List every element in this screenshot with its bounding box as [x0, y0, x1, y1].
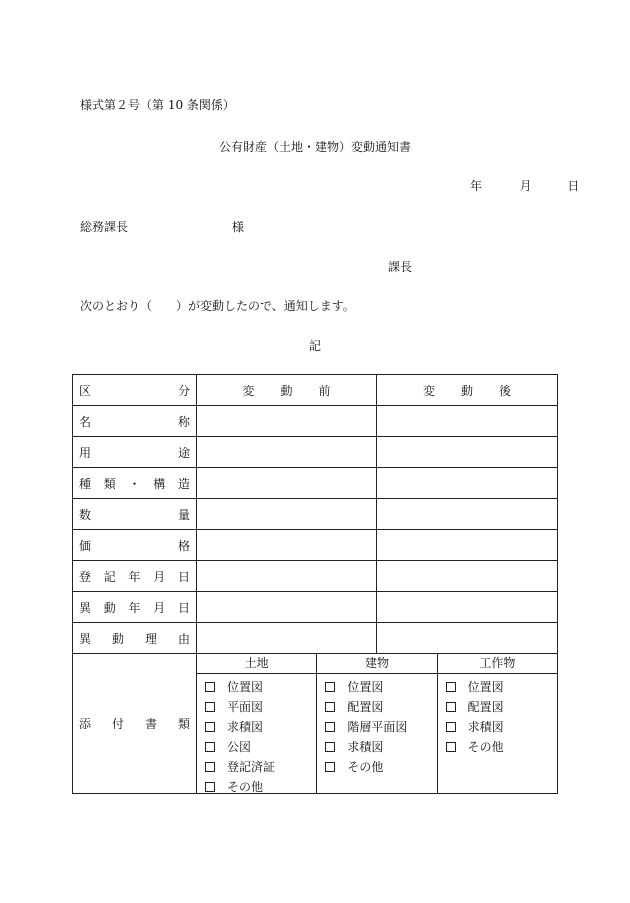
row-label-char: 種 — [79, 476, 92, 491]
before-value-cell[interactable] — [197, 530, 377, 561]
attachments-label-char: 添 — [79, 717, 92, 731]
attachment-item-label: 位置図 — [467, 680, 504, 694]
attachment-item — [205, 697, 316, 717]
row-label-char: 価 — [79, 538, 92, 553]
checkbox-icon[interactable] — [446, 702, 456, 712]
form-number: 様式第２号（第 10 条関係） — [80, 98, 235, 112]
header-char: 変 — [423, 383, 436, 398]
row-label — [73, 561, 197, 592]
attachment-item-label: 位置図 — [227, 680, 264, 694]
header-kubun — [73, 375, 197, 406]
checkbox-icon[interactable] — [205, 762, 215, 772]
attachment-item-label: 平面図 — [227, 700, 264, 714]
attachment-category-heading: 土地 — [197, 654, 316, 674]
addressee-position: 総務課長 — [80, 220, 129, 234]
row-label-char: 登 — [79, 569, 92, 584]
before-value-cell[interactable] — [197, 623, 377, 654]
table-row — [73, 499, 558, 530]
row-label — [73, 468, 197, 499]
attachments-grid — [197, 654, 557, 793]
checkbox-icon[interactable] — [205, 742, 215, 752]
attachment-item-label: 公図 — [227, 740, 252, 754]
row-label — [73, 437, 197, 468]
row-label-char: 理 — [144, 631, 157, 646]
row-label-char: 動 — [103, 600, 116, 615]
checkbox-icon[interactable] — [325, 722, 335, 732]
row-label-char: 称 — [177, 414, 190, 429]
table-row — [73, 406, 558, 437]
checkbox-icon[interactable] — [205, 782, 215, 792]
row-label-char: 日 — [177, 600, 190, 615]
attachments-label-char: 書 — [144, 717, 157, 731]
attachment-category-column — [316, 654, 436, 793]
checkbox-icon[interactable] — [205, 702, 215, 712]
after-value-cell[interactable] — [377, 437, 558, 468]
checkbox-icon[interactable] — [205, 722, 215, 732]
attachments-label-char: 類 — [177, 717, 190, 731]
row-label-char: 数 — [79, 507, 92, 522]
table-row — [73, 468, 558, 499]
attachment-category-column — [197, 654, 316, 793]
change-table — [72, 374, 558, 794]
header-after — [377, 375, 558, 406]
checkbox-icon[interactable] — [325, 682, 335, 692]
attachment-item — [325, 717, 436, 737]
attachments-cell — [197, 654, 558, 794]
attachment-item-label: 配置図 — [347, 700, 384, 714]
row-label-char: 構 — [153, 476, 166, 491]
attachment-item-label: その他 — [347, 760, 384, 774]
attachment-item — [325, 697, 436, 717]
table-row — [73, 592, 558, 623]
row-label — [73, 499, 197, 530]
addressee-honorific: 様 — [232, 220, 245, 234]
row-label — [73, 530, 197, 561]
row-label-char: 月 — [153, 600, 166, 615]
after-value-cell[interactable] — [377, 530, 558, 561]
row-label-char: 途 — [177, 445, 190, 460]
row-label-char: 日 — [177, 569, 190, 584]
attachment-item-label: 登記済証 — [227, 760, 276, 774]
attachment-item — [325, 757, 436, 777]
attachment-item-label: 配置図 — [467, 700, 504, 714]
row-label-char: 類 — [103, 476, 116, 491]
attachment-item-label: 位置図 — [347, 680, 384, 694]
header-before — [197, 375, 377, 406]
ki-heading: 記 — [308, 339, 321, 353]
row-label-char: 年 — [128, 569, 141, 584]
date-year-label: 年 — [470, 179, 483, 193]
after-value-cell[interactable] — [377, 468, 558, 499]
row-label-char: 格 — [177, 538, 190, 553]
attachment-item-label: その他 — [227, 780, 264, 794]
before-value-cell[interactable] — [197, 499, 377, 530]
attachment-list — [317, 674, 436, 777]
row-label-char: 動 — [111, 631, 124, 646]
checkbox-icon[interactable] — [325, 742, 335, 752]
addressee — [80, 218, 244, 235]
attachment-item-label: 求積図 — [467, 720, 504, 734]
header-char: 動 — [460, 383, 473, 398]
after-value-cell[interactable] — [377, 406, 558, 437]
attachment-category-heading: 建物 — [317, 654, 436, 674]
before-value-cell[interactable] — [197, 468, 377, 499]
attachment-list — [438, 674, 557, 757]
checkbox-icon[interactable] — [205, 682, 215, 692]
table-row — [73, 530, 558, 561]
attachments-label — [73, 654, 197, 794]
row-label-char: 用 — [79, 445, 92, 460]
table-header-row — [73, 375, 558, 406]
attachment-item — [446, 697, 557, 717]
date-line — [470, 177, 579, 194]
attachment-item — [205, 777, 316, 797]
after-value-cell[interactable] — [377, 592, 558, 623]
row-label-char: 記 — [103, 569, 116, 584]
attachment-item — [446, 737, 557, 757]
attachment-item — [446, 717, 557, 737]
table-row — [73, 623, 558, 654]
attachment-item — [205, 717, 316, 737]
sender: 課長 — [388, 260, 413, 274]
row-label-char: 由 — [177, 631, 190, 646]
row-label — [73, 623, 197, 654]
header-char: 動 — [280, 383, 293, 398]
document-title: 公有財産（土地・建物）変動通知書 — [218, 140, 411, 154]
checkbox-icon[interactable] — [446, 722, 456, 732]
row-label-char: 月 — [153, 569, 166, 584]
attachment-item-label: 階層平面図 — [347, 720, 408, 734]
attachment-item-label: 求積図 — [347, 740, 384, 754]
table-row — [73, 561, 558, 592]
row-label-char: 量 — [177, 507, 190, 522]
date-day-label: 日 — [567, 179, 580, 193]
attachment-item — [205, 677, 316, 697]
checkbox-icon[interactable] — [325, 762, 335, 772]
row-label-char: 名 — [79, 414, 92, 429]
change-table-body — [73, 375, 558, 794]
attachment-list — [197, 674, 316, 797]
notice-text: 次のとおり（ ）が変動したので、通知します。 — [80, 299, 355, 313]
header-char: 区 — [79, 383, 92, 398]
attachment-item — [446, 677, 557, 697]
attachment-item — [205, 757, 316, 777]
before-value-cell[interactable] — [197, 592, 377, 623]
attachments-label-char: 付 — [111, 717, 124, 731]
row-label-char: ・ — [128, 476, 141, 491]
checkbox-icon[interactable] — [446, 742, 456, 752]
attachment-item-label: 求積図 — [227, 720, 264, 734]
attachment-item-label: その他 — [467, 740, 504, 754]
row-label — [73, 406, 197, 437]
header-char: 変 — [242, 383, 255, 398]
row-label — [73, 592, 197, 623]
before-value-cell[interactable] — [197, 437, 377, 468]
after-value-cell[interactable] — [377, 561, 558, 592]
header-char: 分 — [177, 383, 190, 398]
row-label-char: 異 — [79, 631, 92, 646]
attachment-category-heading: 工作物 — [438, 654, 557, 674]
checkbox-icon[interactable] — [325, 702, 335, 712]
header-char: 後 — [498, 383, 511, 398]
after-value-cell[interactable] — [377, 623, 558, 654]
row-label-char: 造 — [177, 476, 190, 491]
attachment-item — [325, 677, 436, 697]
attachment-item — [325, 737, 436, 757]
table-row — [73, 437, 558, 468]
date-month-label: 月 — [519, 179, 532, 193]
attachments-row — [73, 654, 558, 794]
attachment-item — [205, 737, 316, 757]
before-value-cell[interactable] — [197, 561, 377, 592]
after-value-cell[interactable] — [377, 499, 558, 530]
before-value-cell[interactable] — [197, 406, 377, 437]
header-char: 前 — [318, 383, 331, 398]
row-label-char: 異 — [79, 600, 92, 615]
row-label-char: 年 — [128, 600, 141, 615]
attachment-category-column — [437, 654, 557, 793]
checkbox-icon[interactable] — [446, 682, 456, 692]
